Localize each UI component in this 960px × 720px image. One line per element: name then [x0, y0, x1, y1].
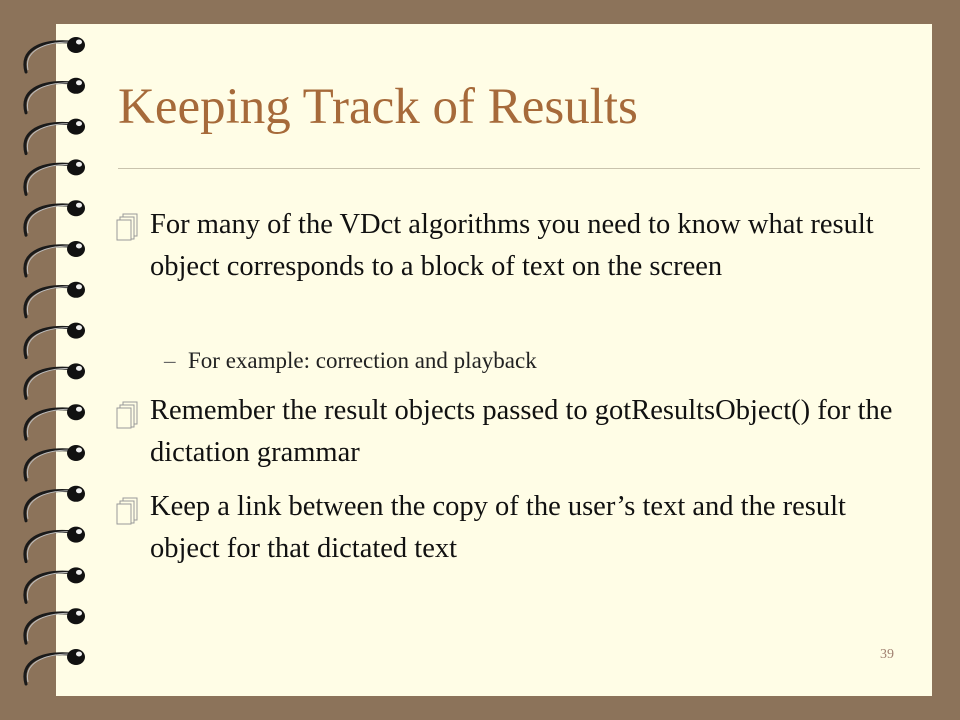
bullet-text-3: Keep a link between the copy of the user’s text and the result object for that dictated text: [150, 491, 846, 564]
page-number: 39: [880, 647, 894, 662]
notepad-bullet-icon: [113, 496, 143, 526]
slide-title: Keeping Track of Results: [118, 79, 638, 135]
notepad-bullet-icon: [113, 212, 143, 242]
title-divider: [118, 168, 920, 169]
bullet-text-1: For many of the VDct algorithms you need to know what result object corresponds to a block of text on the screen: [150, 209, 874, 282]
sub-bullet-dash: –: [164, 348, 176, 373]
bullet-text-2: Remember the result objects passed to gotResultsObject() for the dictation grammar: [150, 395, 893, 468]
sub-bullet-text-1: For example: correction and playback: [188, 348, 537, 373]
notepad-bullet-icon: [113, 400, 143, 430]
